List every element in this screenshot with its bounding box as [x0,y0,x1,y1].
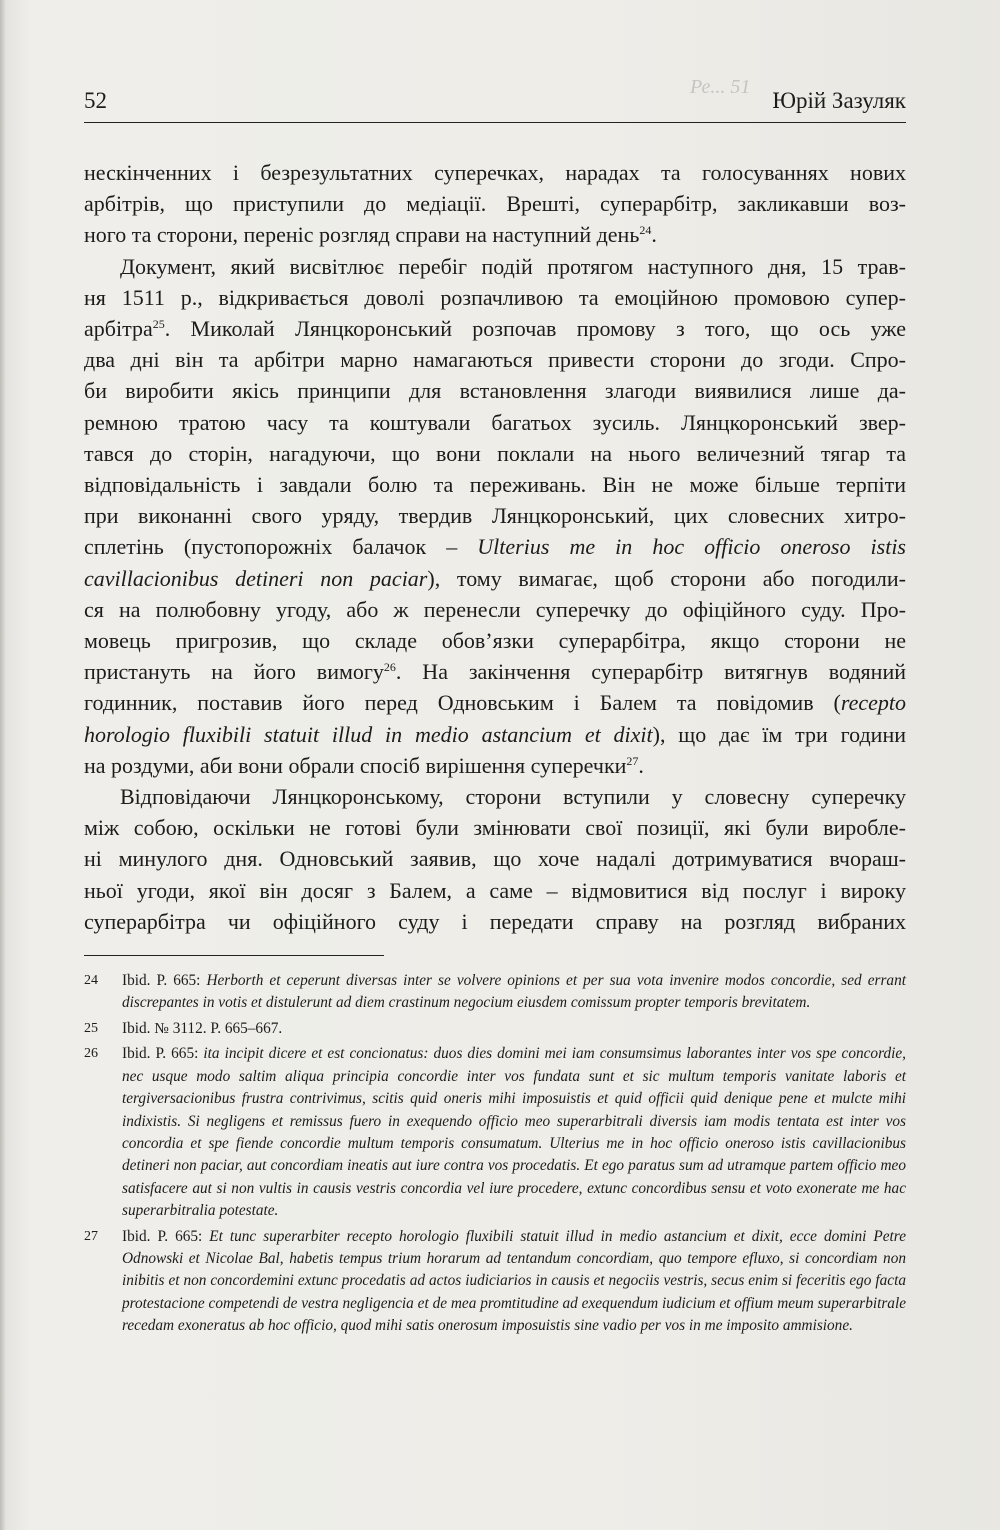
text-line: ньої угоди, якої він досяг з Балем, а саме – відмовитися від послуг і вироку [84,877,906,903]
footnote-ref-25[interactable]: 25 [152,317,165,332]
text-line [84,656,906,687]
main-text [84,157,906,937]
footnote-source: Ibid. P. 665: [122,972,207,990]
text-line: відповідальність і завдали болю та переживань. Він не може більше терпіти [84,472,906,498]
bleed-through-text: Ре... 51 [690,76,751,98]
text-line [84,531,906,562]
text-run: арбітра [84,316,153,342]
text-line: тався до сторін, нагадуючи, що вони поклали на нього величезний тягар та [84,440,906,466]
footnote-number: 26 [84,1046,98,1062]
text-line: ного та сторони, переніс розгляд справи на наступний день$^{24}$. [84,222,657,248]
text-run: ), тому вимагає, щоб сторони або погодили- [427,565,906,591]
text-run: . На закінчення суперарбітр витягнув водяний [395,659,906,685]
book-spine-shadow [0,0,6,1530]
footnote-source: Ibid. P. 665: [122,1227,210,1245]
footnote-latin: ita incipit dicere et est concionatus: duos dies domini mei iam consumsimus laborantes inter vos spe concordie, nec usque modo saltim aliqua principia concordie inter vos fundata sunt et sic multum temporis vanitate laboris et tergiversacionibus frustra contrivimus, scitis quid oneris mihi imposuistis et quid officii quid denique pene et mulcte mihi indixistis. Si negligens et remissus fuero in exequendo officio meo superarbitrali diversis iam modis tentata est inter vos concordia et spe fiende concordie multum temporis consumatum. Ulterius me in hoc officio oneroso istis cavillacionibus detineri non paciar, aut concordiam ineatis aut iure contra vos procedatis. Et ego paratus sum ad utramque partem officio meo satisfacere aut si non vultis in causis vestris concordia vel iure procedere, extunc concordibus sensu et voto exonerate me hac superarbitralia potestate. [122,1045,906,1220]
text-line: при виконанні свого уряду, твердив Лянцкоронський, цих словесних хитро- [84,503,906,529]
text-run: пристануть на його вимогу [84,659,384,685]
text-line [84,563,906,594]
latin-quote: recepto [840,690,906,716]
text-line: Документ, який висвітлює перебіг подій протягом наступного дня, 15 трав- [120,253,906,279]
text-line [84,313,906,344]
text-line: між собою, оскільки не готові були змінювати свої позиції, які були виробле- [84,815,906,841]
latin-quote: Ulterius me in hoc officio oneroso istis [477,534,906,560]
text-run: ), що дає їм три години [652,721,906,747]
text-line: ні минулого дня. Одновський заявив, що хоче надалі дотримуватися вчораш- [84,846,906,872]
footnote-ref-26[interactable]: 26 [383,660,396,675]
book-page [84,80,906,1341]
footnotes [84,970,906,1338]
running-header [84,80,906,123]
paragraph-1 [84,157,906,251]
latin-quote: horologio fluxibili statuit illud in medio astancium et dixit [84,721,653,747]
footnote-latin: Herborth et ceperunt diversas inter se volvere opinions et per sua vota invenire modos concordie, sed errant discrepantes in votis et distulerunt ad diem crastinum negocium eiusdem comissum propter temporis brevitatem. [122,972,906,1012]
footnote-24 [84,970,906,1015]
footnote-source: Ibid. № 3112. P. 665–667. [122,1019,283,1037]
footnote-26 [84,1043,906,1222]
footnote-source: Ibid. P. 665: [122,1045,204,1063]
text-line: ся на полюбовну угоду, або ж перенесли суперечку до офіційного суду. Про- [84,596,906,622]
paragraph-2 [84,251,906,781]
running-head-author: Юрій Зазуляк [772,88,906,113]
text-run: сплетінь (пустопорожніх балачок – [84,534,478,560]
footnote-latin: Et tunc superarbiter recepto horologio fluxibili statuit illud in medio astancium et dixit, ecce domini Petre Odnowski et Nicolae Bal, habetis tempus trium horarum ad tentandum concordiam, quo tempore efluxo, si concordiam non inibitis et non concordemini extunc procedatis ad actos iudiciarios in causis et negociis vestris, secus enim si feceritis ego facta protestacione competendi de vestra negligencia et de mea promtitudine ad exequendum iudicium et offium meum superarbitrale recedam exoneratus ab hoc officio, quod mihi satis onerosum imposuistis sine vadio per vos in me imposito ammisione. [122,1227,906,1335]
footnote-number: 25 [84,1020,98,1036]
footnote-27 [84,1226,906,1338]
text-line [84,719,906,750]
text-run: на роздуми, аби вони обрали спосіб вирішення суперечки [84,752,627,778]
footnote-25 [84,1018,906,1040]
text-line: мовець пригрозив, що складе обов’язки суперарбітра, якщо сторони не [84,628,906,654]
latin-quote: cavillacionibus detineri non paciar [84,565,428,591]
text-line: ремною тратою часу та коштували багатьох зусиль. Лянцкоронський звер- [84,409,906,435]
text-run: годинник, поставив його перед Одновським і Балем та повідомив ( [84,690,841,716]
text-line: суперарбітра чи офіційного суду і передати справу на розгляд вибраних [84,908,906,934]
footnote-ref-27[interactable]: 27 [626,753,639,768]
text-line: ня 1511 р., відкривається доволі розпачливою та емоційною промовою супер- [84,284,906,310]
paragraph-3 [84,781,906,937]
footnote-separator [84,955,384,956]
footnote-ref-24[interactable]: 24 [639,223,652,238]
text-line: два дні він та арбітри марно намагаються привести сторони до згоди. Спро- [84,347,906,373]
page-number: 52 [84,88,107,113]
text-line: Відповідаючи Лянцкоронському, сторони вступили у словесну суперечку [120,784,906,810]
text-line: арбітрів, що приступили до медіації. Врешті, суперарбітр, закликавши воз- [84,191,906,217]
text-line [84,687,906,718]
text-run: ного та сторони, переніс розгляд справи на наступний день [84,222,640,248]
text-line: на роздуми, аби вони обрали спосіб вирішення суперечки$^{27}$. [84,752,644,778]
text-run: . Миколай Лянцкоронський розпочав промову з того, що ось уже [164,316,906,342]
text-line: би виробити якісь принципи для встановлення злагоди виявилися лише да- [84,378,906,404]
text-line: нескінченних і безрезультатних суперечках, нарадах та голосуваннях нових [84,160,906,185]
footnote-number: 24 [84,973,98,989]
footnote-number: 27 [84,1228,98,1244]
